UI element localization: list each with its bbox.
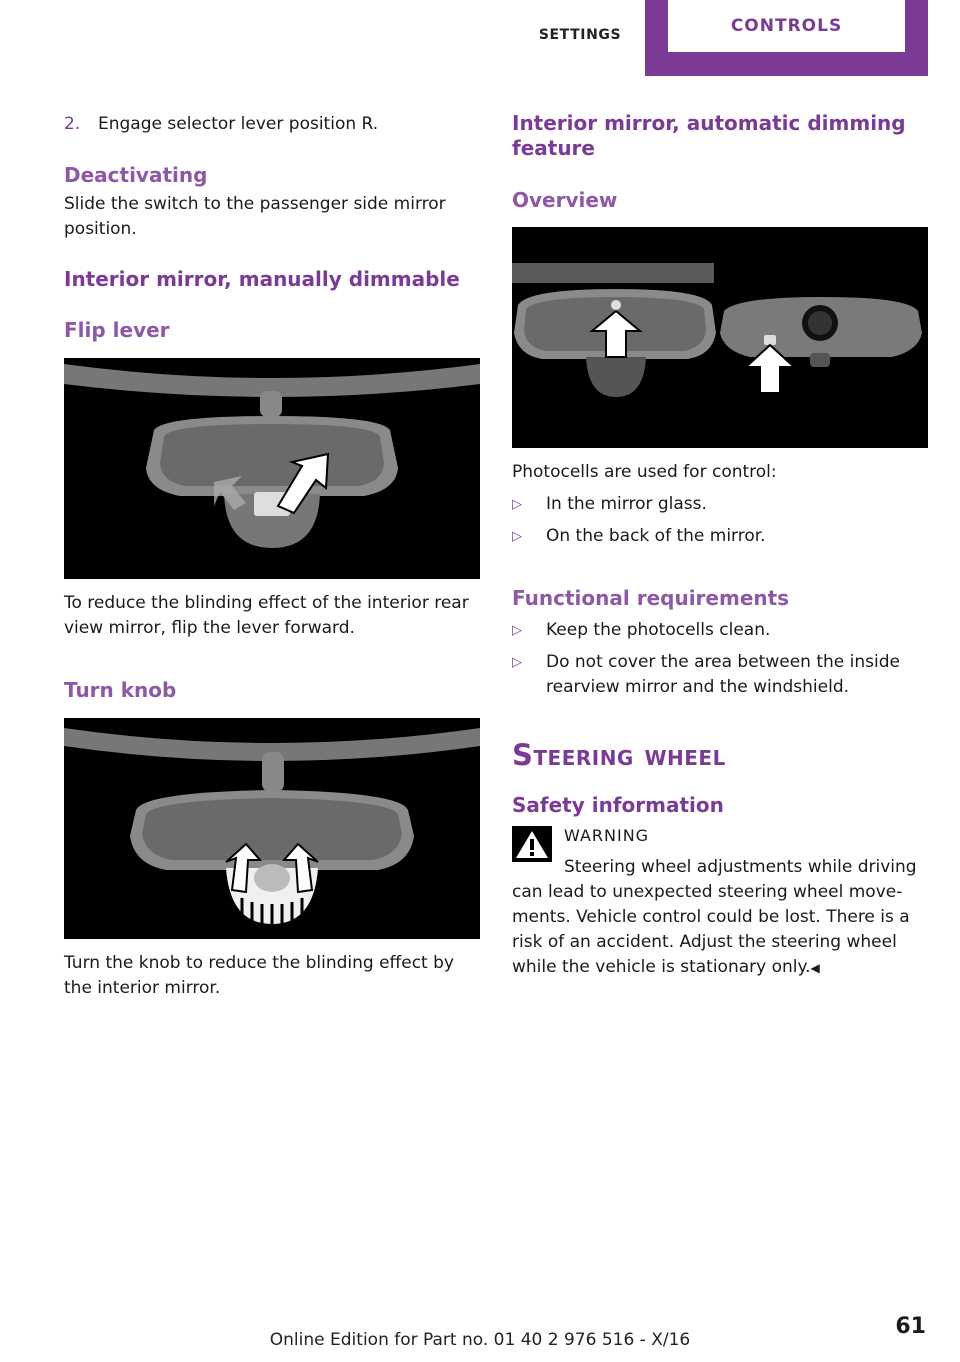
end-mark-icon: ◀ (810, 961, 820, 975)
list-item (512, 650, 928, 700)
triangle-right-icon: ▷ (512, 623, 522, 638)
manual-dimming-heading: Interior mirror, manually dimmable (64, 267, 460, 291)
warning-text (512, 880, 928, 981)
warning-block (512, 824, 928, 880)
auto-dimming-heading: Interior mirror, automatic dimming feature (512, 111, 906, 160)
list-item-text: Keep the photocells clean. (546, 620, 771, 640)
flip-lever-figure (64, 358, 480, 579)
photocells-text: Photocells are used for control: (512, 462, 777, 482)
list-item (512, 524, 928, 549)
triangle-right-icon: ▷ (512, 529, 522, 544)
turn-knob-caption: Turn the knob to reduce the blinding effect by the interior mirror. (64, 953, 454, 998)
step-number: 2. (64, 114, 81, 134)
footer-edition: Online Edition for Part no. 01 40 2 976 516 - X/16 (269, 1330, 691, 1350)
list-item-text: In the mirror glass. (546, 494, 707, 514)
list-item (512, 492, 928, 517)
header-tabs (515, 0, 928, 76)
list-item-text: Do not cover the area between the inside rearview mirror and the windshield. (546, 652, 900, 697)
numbered-step (64, 112, 480, 137)
overview-heading: Overview (512, 188, 618, 212)
warning-text-first: Steering wheel adjustments while driving (564, 857, 917, 877)
list-item-text: On the back of the mirror. (546, 526, 766, 546)
step-text: Engage selector lever position R. (98, 114, 379, 134)
turn-knob-figure (64, 718, 480, 939)
right-column (512, 108, 928, 981)
triangle-right-icon: ▷ (512, 655, 522, 670)
tab-controls-label: CONTROLS (668, 0, 905, 52)
warning-triangle-icon (512, 826, 552, 862)
warning-text-rest: can lead to unexpected steering wheel movements. Vehicle control could be lost. There is a risk of an accident. Adjust the steering wheel while the vehicle is stationary only. (512, 882, 910, 977)
functional-heading: Functional requirements (512, 586, 790, 610)
flip-lever-caption: To reduce the blinding effect of the interior rear view mirror, flip the lever forward. (64, 593, 469, 638)
safety-heading: Safety information (512, 793, 724, 817)
list-item (512, 618, 928, 643)
warning-label: WARNING (564, 826, 650, 845)
deactivating-heading: Deactivating (64, 163, 208, 187)
steering-wheel-heading: Steering wheel (512, 738, 726, 772)
tab-controls[interactable] (645, 0, 928, 76)
left-column (64, 108, 480, 1001)
triangle-right-icon: ▷ (512, 497, 522, 512)
overview-figure (512, 227, 928, 448)
turn-knob-heading: Turn knob (64, 678, 177, 702)
deactivating-text: Slide the switch to the passenger side mirror position. (64, 194, 446, 239)
page-number: 61 (895, 1314, 926, 1339)
flip-lever-heading: Flip lever (64, 318, 170, 342)
tab-settings-label: SETTINGS (538, 27, 622, 43)
tab-settings[interactable] (515, 0, 645, 76)
